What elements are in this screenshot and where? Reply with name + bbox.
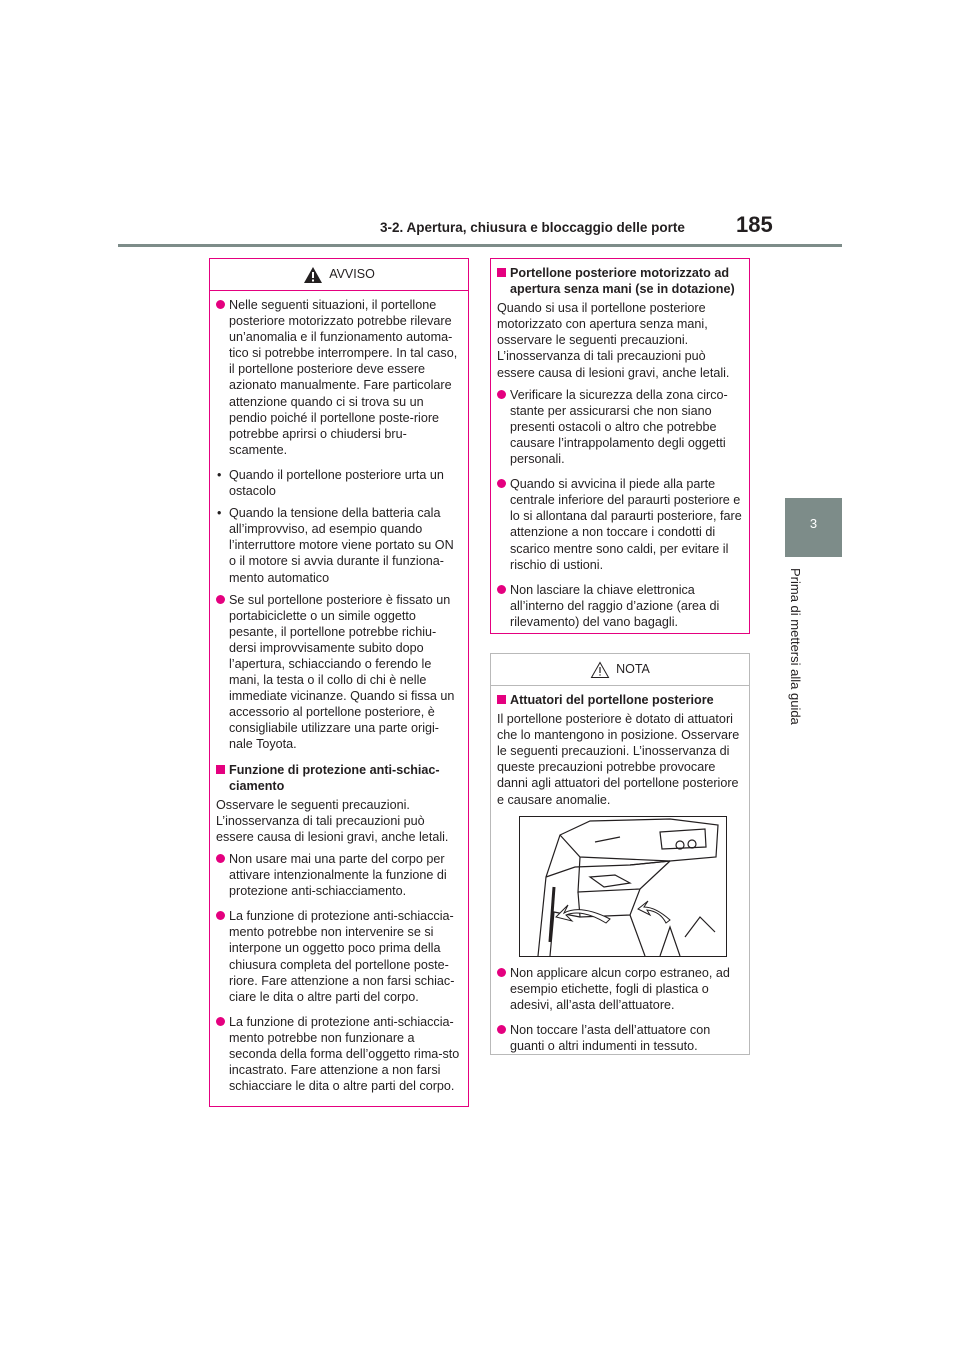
header-rule <box>118 244 842 247</box>
warning-bullet-2: Se sul portellone posteriore è fissato un portabiciclette o un simile oggetto pesante, il portellone potrebbe richiu-dersi improvvisamente subito dopo l’apertura, schiacciando o ferendo le mani, la testa o il collo di chi è nelle immediate vicinanze. Quando si fissa un accessorio al portellone posteriore, è consigliabile utilizzare una parte origi-nale Toyota. <box>216 592 462 753</box>
warning2-para: Quando si usa il portellone posteriore motorizzato con apertura senza mani, osservare le seguenti precauzioni. L’inosservanza di tali precauzioni può essere causa di lesioni gravi, anche letali. <box>497 301 730 380</box>
warning2-bullet-3: Non lasciare la chiave elettronica all’interno del raggio d’azione (area di rilevamento) del vano bagagli. <box>497 582 743 630</box>
warning-para-1: Osservare le seguenti precauzioni. L’inosservanza di tali precauzioni può essere causa di lesioni gravi, anche letali. <box>216 797 449 844</box>
chapter-title: Prima di mettersi alla guida <box>788 568 803 725</box>
warning-box-continued <box>490 258 750 634</box>
warning-sub-2: • Quando la tensione della batteria cala all’improvviso, ad esempio quando l’interruttore motore viene portato su ON o il motore si avvia durante il funziona-mento automatico <box>216 505 462 585</box>
warning2-bullet-2: Quando si avvicina il piede alla parte centrale inferiore del paraurti posteriore e lo si allontana dal paraurti posteriore, fare attenzione a non toccare i condotti di scarico mentre sono caldi, per evitare il rischio di ustioni. <box>497 476 743 573</box>
note-bullet-2: Non toccare l’asta dell’attuatore con guanti o altri indumenti in tessuto. <box>497 1022 743 1054</box>
liftgate-actuator-illustration <box>519 816 727 957</box>
warning-heading-1: Funzione di protezione anti-schiac-ciamento <box>216 762 462 794</box>
warning-bullet-3: Non usare mai una parte del corpo per attivare intenzionalmente la funzione di protezione anti-schiacciamento. <box>216 851 462 899</box>
warning-bullet-4: La funzione di protezione anti-schiaccia-mento potrebbe non intervenire se si interpone un oggetto poco prima della chiusura completa del portellone poste-riore. Fare attenzione a non farsi schiac-ciare le dita o altre parti del corpo. <box>216 908 462 1005</box>
note-bullet-1: Non applicare alcun corpo estraneo, ad esempio etichette, fogli di plastica o adesivi, all’asta dell’attuatore. <box>497 965 743 1013</box>
section-title: 3-2. Apertura, chiusura e bloccaggio delle porte <box>380 220 685 235</box>
note-box <box>490 653 750 1055</box>
note-para: Il portellone posteriore è dotato di attuatori che lo mantengono in posizione. Osservare le seguenti precauzioni. L’inosservanza di queste precauzioni potrebbe provocare danni agli attuatori del portellone posteriore e causare anomalie. <box>497 712 740 807</box>
caution-triangle-icon <box>590 661 610 679</box>
warning-header <box>210 259 468 291</box>
warning2-heading: Portellone posteriore motorizzato ad apertura senza mani (se in dotazione) <box>497 265 743 297</box>
chapter-tab: 3 <box>785 498 842 557</box>
warning-sub-1: • Quando il portellone posteriore urta un ostacolo <box>216 467 462 499</box>
page-number: 185 <box>736 212 773 237</box>
warning2-bullet-1: Verificare la sicurezza della zona circo-stante per assicurarsi che non siano presenti ostacoli o altro che potrebbe causare l’intrappolamento degli oggetti personali. <box>497 387 743 467</box>
warning-triangle-icon <box>303 266 323 284</box>
note-heading: Attuatori del portellone posteriore <box>497 692 743 708</box>
warning-bullet-1: Nelle seguenti situazioni, il portellone posteriore motorizzato potrebbe rilevare un’anomalia e il funzionamento automa-tico si potrebbe interrompere. In tal caso, il portellone posteriore deve essere azionato manualmente. Fare particolare attenzione quando ci si trova su un pendio poiché il portellone poste-riore potrebbe aprirsi o chiudersi bru-scamente. <box>216 297 462 458</box>
note-header <box>491 654 749 686</box>
warning-box <box>209 258 469 1107</box>
note-title: NOTA <box>616 662 650 677</box>
warning-title: AVVISO <box>329 267 375 282</box>
warning-bullet-5: La funzione di protezione anti-schiaccia-mento potrebbe non funzionare a seconda della forma dell’oggetto rima-sto incastrato. Fare attenzione a non farsi schiacciare le dita o altre parti del corpo. <box>216 1014 462 1094</box>
